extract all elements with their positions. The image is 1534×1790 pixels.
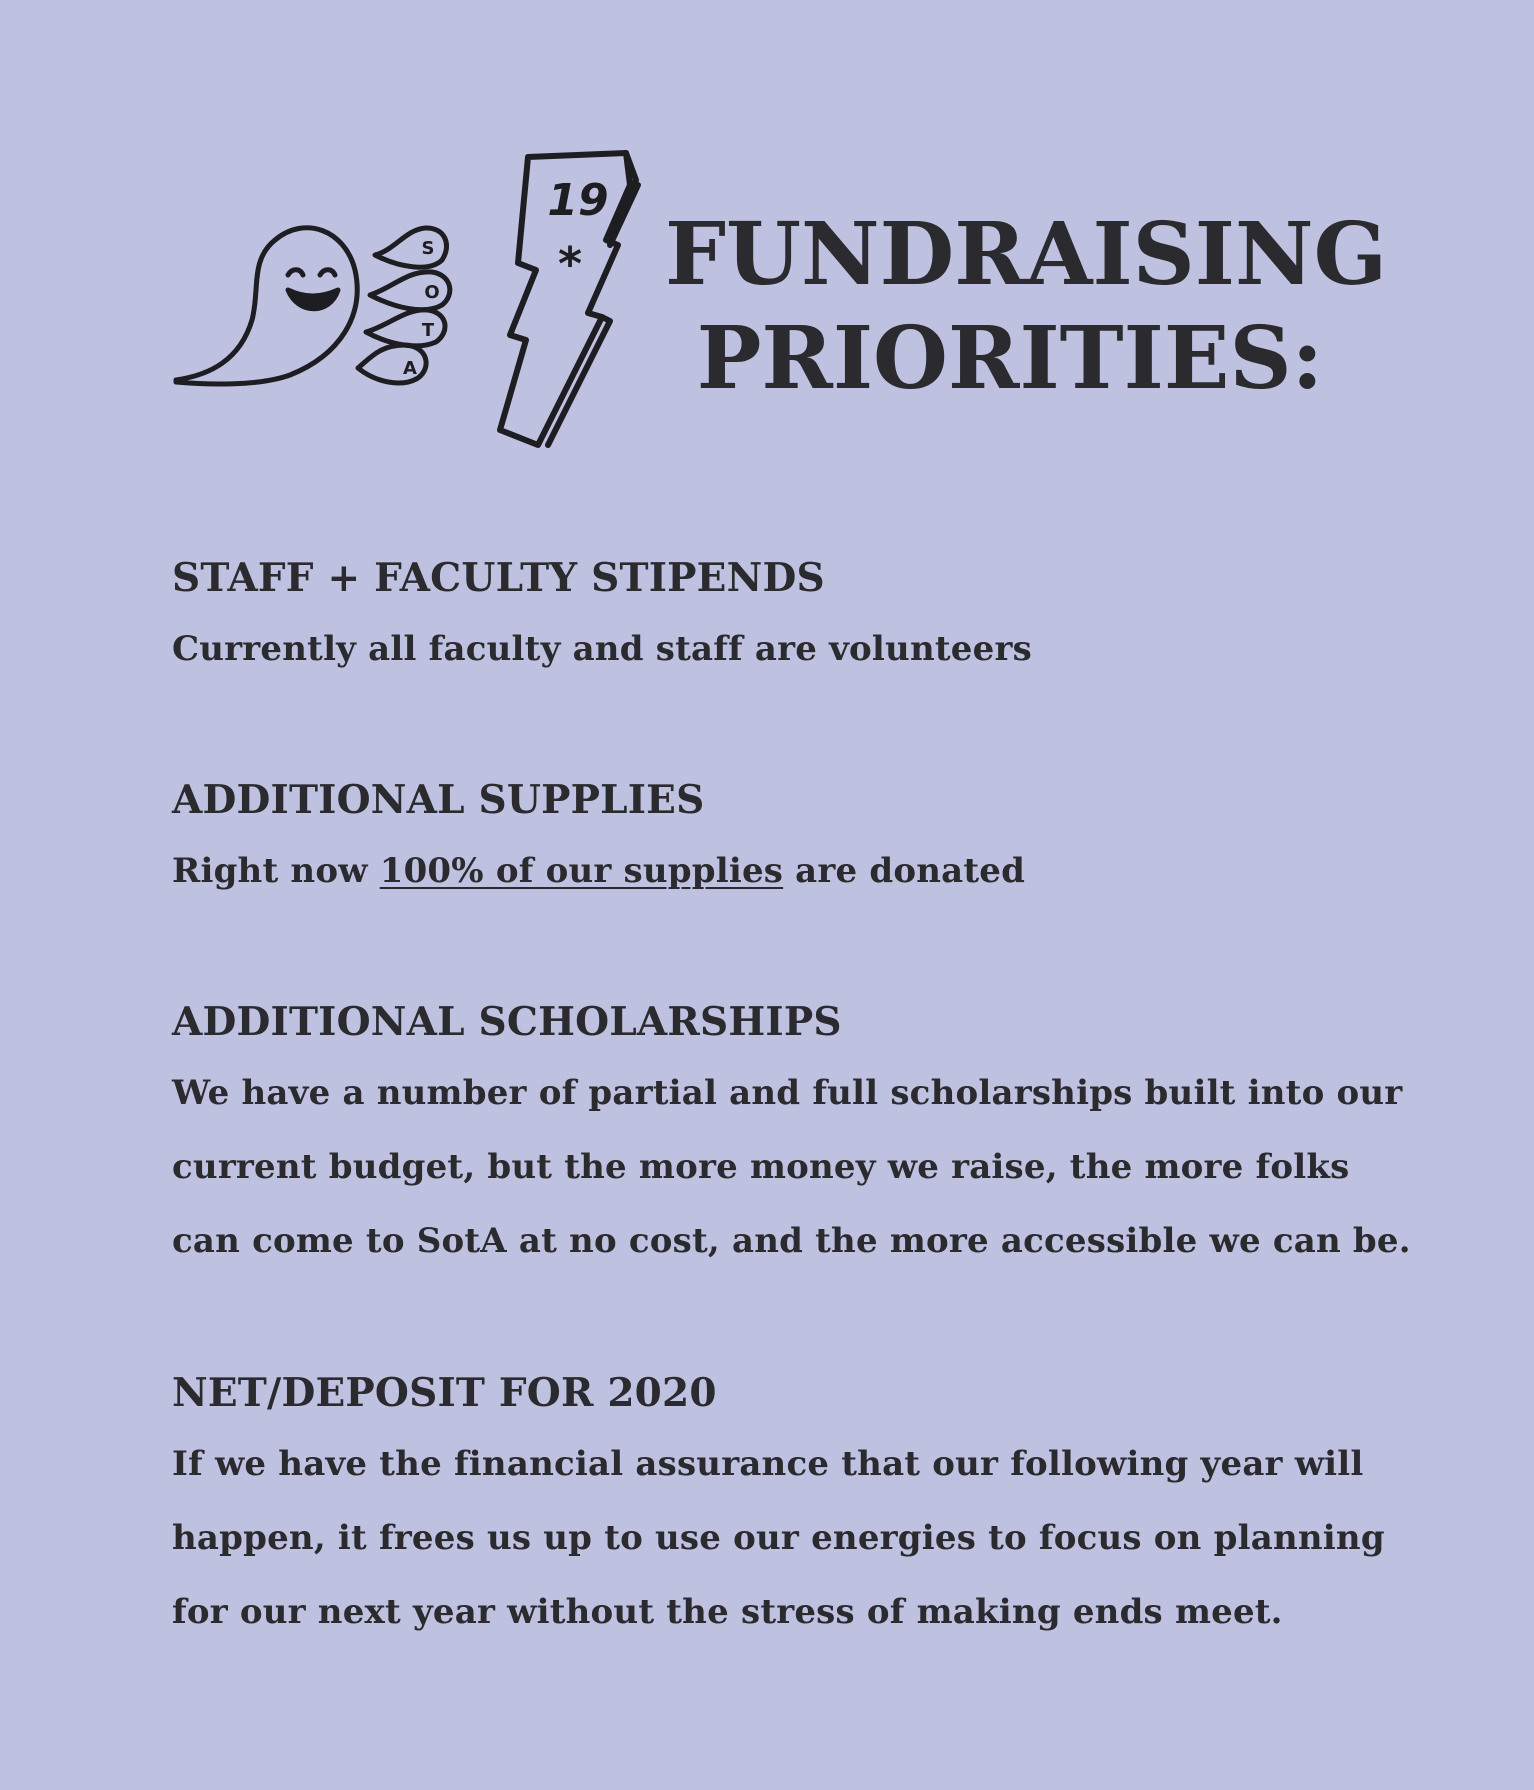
supplies-emphasis: 100% of our supplies [379, 851, 784, 891]
section-body: If we have the financial assurance that our following year will happen, it frees us up to use our energies to focus on planning for our next year without the stress of making ends meet. [172, 1444, 1385, 1632]
title-line-2: PRIORITIES: [696, 308, 1324, 409]
section-heading: STAFF + FACULTY STIPENDS [172, 555, 825, 601]
section-body [172, 834, 1412, 908]
section-heading: ADDITIONAL SCHOLARSHIPS [172, 999, 842, 1045]
section-body: Currently all faculty and staff are volunteers [172, 629, 1032, 669]
bolt-star: * [557, 237, 583, 291]
section-deposit [172, 1363, 1412, 1649]
ghost-logo-icon [170, 190, 480, 410]
section-heading: ADDITIONAL SUPPLIES [172, 777, 705, 823]
section-supplies [172, 770, 1412, 908]
body-text-after: are donated [783, 851, 1026, 891]
title-line-1: FUNDRAISING [665, 204, 1388, 305]
header [170, 145, 1388, 465]
section-scholarships [172, 992, 1412, 1278]
body-text-before: Right now [172, 851, 380, 891]
section-body: We have a number of partial and full scholarships built into our current budget, but the more money we raise, the more folks can come to SotA at no cost, and the more accessible we can be. [172, 1073, 1411, 1261]
section-heading: NET/DEPOSIT FOR 2020 [172, 1370, 717, 1416]
ghost-letter-a: A [403, 358, 417, 379]
ghost-letter-t: T [421, 320, 435, 341]
bolt-number: 19 [547, 175, 609, 226]
ghost-letter-o: O [424, 282, 440, 303]
page-title [665, 203, 1388, 411]
lightning-bolt-icon [488, 145, 648, 450]
ghost-letter-s: S [421, 238, 435, 259]
section-stipends [172, 548, 1412, 686]
